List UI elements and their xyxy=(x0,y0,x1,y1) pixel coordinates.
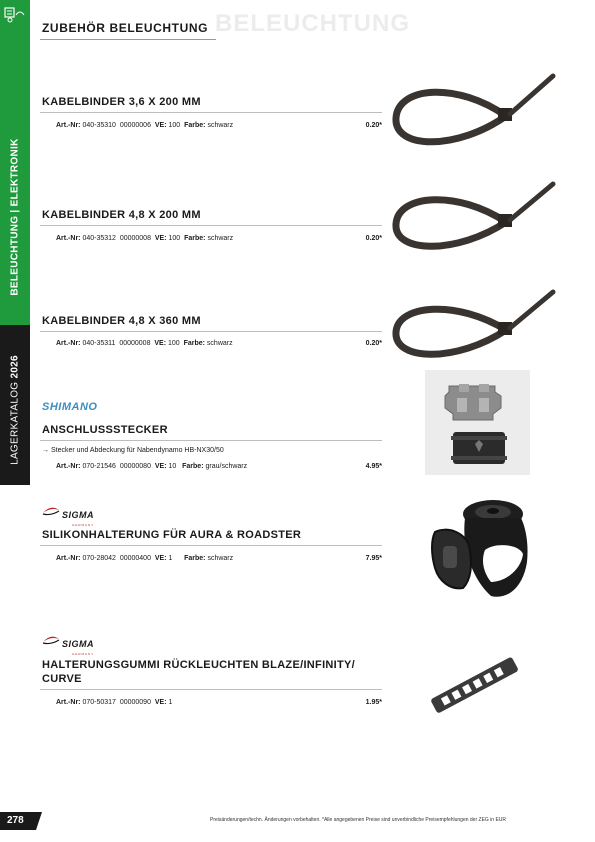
product-info: Art.-Nr: 070-28042 00000400 VE: 1 Farbe: schwarz xyxy=(56,555,234,562)
product-info: Art.-Nr: 070-50317 00000090 VE: 1 xyxy=(56,699,173,706)
product-title: ANSCHLUSSSTECKER xyxy=(42,424,168,436)
product-info: Art.-Nr: 040-35310 00000006 VE: 100 Farbe: schwarz xyxy=(56,122,234,129)
product-divider xyxy=(40,545,382,546)
product-title: HALTERUNGSGUMMI RÜCKLEUCHTEN BLAZE/INFINITY/ CURVE xyxy=(42,659,356,685)
shimano-logo: SHIMANO xyxy=(42,401,98,413)
product-title: KABELBINDER 3,6 X 200 MM xyxy=(42,96,201,108)
page-title: ZUBEHÖR BELEUCHTUNG xyxy=(42,21,209,35)
product-price: 7.95* xyxy=(365,555,382,562)
product-title: KABELBINDER 4,8 X 200 MM xyxy=(42,209,201,221)
arrow-right-icon: → xyxy=(42,447,49,454)
zeg-logo-icon xyxy=(4,6,26,24)
rubber-strap-image xyxy=(425,655,525,717)
product-title: SILIKONHALTERUNG FÜR AURA & ROADSTER xyxy=(42,529,302,541)
product-price: 0.20* xyxy=(365,235,382,242)
product-divider xyxy=(40,225,382,226)
connector-plug-image xyxy=(425,370,530,475)
product-divider xyxy=(40,331,382,332)
page-number: 278 xyxy=(7,815,24,826)
header-ghost-title: BELEUCHTUNG xyxy=(215,10,410,37)
product-info: Art.-Nr: 040-35312 00000008 VE: 100 Farbe: schwarz xyxy=(56,235,234,242)
cable-tie-image xyxy=(388,72,558,156)
sigma-logo: SIGMA GERMANY xyxy=(42,634,94,650)
sidebar-section-label: BELEUCHTUNG | ELEKTRONIK xyxy=(9,138,21,296)
sidebar-catalog-label: LAGERKATALOG 2026 xyxy=(9,355,21,465)
footer-note: Preisänderungen/techn. Änderungen vorbehalten. *Alle angegebenen Preise sind unverbindliche Preisempfehlungen der ZEG in EUR xyxy=(210,817,507,823)
product-price: 1.95* xyxy=(365,699,382,706)
product-description: → Stecker und Abdeckung für Nabendynamo HB-NX30/50 xyxy=(42,447,224,454)
silicone-mount-image xyxy=(425,492,535,610)
sigma-logo: SIGMA GERMANY xyxy=(42,505,94,521)
product-divider xyxy=(40,689,382,690)
product-info: Art.-Nr: 070-21546 00000080 VE: 10 Farbe: grau/schwarz xyxy=(56,463,248,470)
cable-tie-image xyxy=(388,288,558,372)
product-price: 4.95* xyxy=(365,463,382,470)
product-divider xyxy=(40,440,382,441)
sigma-swoosh-icon xyxy=(42,635,60,645)
product-divider xyxy=(40,112,382,113)
cable-tie-image xyxy=(388,178,558,262)
product-info: Art.-Nr: 040-35311 00000008 VE: 100 Farbe: schwarz xyxy=(56,340,233,347)
sigma-swoosh-icon xyxy=(42,506,60,516)
product-price: 0.20* xyxy=(365,122,382,129)
product-title: KABELBINDER 4,8 X 360 MM xyxy=(42,315,201,327)
product-price: 0.20* xyxy=(365,340,382,347)
title-underline xyxy=(40,39,216,40)
